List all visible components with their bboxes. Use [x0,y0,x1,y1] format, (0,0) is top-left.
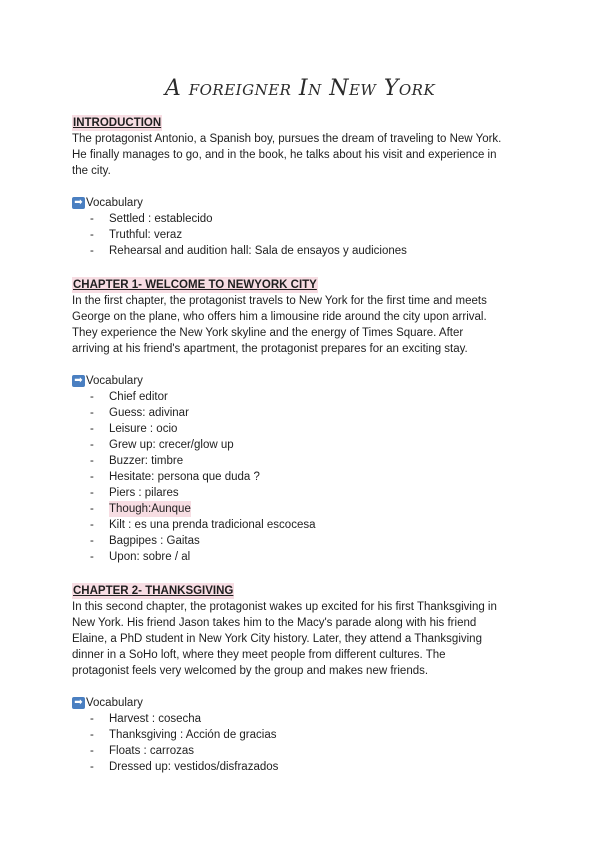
paragraph-line: They experience the New York skyline and the energy of Times Square. After [72,327,464,339]
paragraph-line: dinner in a SoHo loft, where they meet people from different cultures. The [72,649,446,661]
vocabulary-list [72,711,532,775]
list-item [90,389,532,405]
paragraph-line: In this second chapter, the protagonist wakes up excited for his first Thanksgiving in [72,601,497,613]
vocabulary-heading [72,195,532,211]
paragraph-line: New York. His friend Jason takes him to the Macy's parade along with his friend [72,617,477,629]
dash-bullet: - [90,503,94,515]
paragraph-line: The protagonist Antonio, a Spanish boy, pursues the dream of traveling to New York. [72,133,502,145]
dash-bullet: - [90,729,94,741]
vocabulary-label: Vocabulary [86,697,143,709]
list-item [90,211,532,227]
section-chapter-2 [72,581,532,775]
paragraph-line: He finally manages to go, and in the book, he talks about his visit and experience in [72,149,497,161]
dash-bullet: - [90,229,94,241]
list-item [90,517,532,533]
vocab-entry: Kilt : es una prenda tradicional escocesa [109,519,316,531]
list-item [90,549,532,565]
paragraph-line: In the first chapter, the protagonist travels to New York for the first time and meets [72,295,487,307]
vocab-entry: Guess: adivinar [109,407,189,419]
list-item [90,243,532,259]
right-arrow-icon: ➡ [72,197,85,209]
vocab-entry: Truthful: veraz [109,229,183,241]
dash-bullet: - [90,439,94,451]
vocabulary-heading [72,695,532,711]
paragraph-line: the city. [72,165,111,177]
section-heading: CHAPTER 1- WELCOME TO NEWYORK CITY [73,279,317,291]
vocab-entry: Rehearsal and audition hall: Sala de ensayos y audiciones [109,245,407,257]
dash-bullet: - [90,455,94,467]
list-item [90,711,532,727]
vocab-entry: Settled : establecido [109,213,213,225]
paragraph-line: George on the plane, who offers him a limousine ride around the city upon arrival. [72,311,487,323]
list-item [90,421,532,437]
vocab-entry: Harvest : cosecha [109,713,202,725]
list-item [90,485,532,501]
dash-bullet: - [90,745,94,757]
section-heading: INTRODUCTION [73,117,162,129]
vocab-entry: Hesitate: persona que duda ? [109,471,260,483]
document-title: A foreigner In New York [164,76,436,101]
vocab-entry: Chief editor [109,391,168,403]
dash-bullet: - [90,213,94,225]
vocabulary-list [72,211,532,259]
paragraph-line: Elaine, a PhD student in New York City history. Later, they attend a Thanksgiving [72,633,482,645]
list-item [90,759,532,775]
vocab-entry: Dressed up: vestidos/disfrazados [109,761,279,773]
section-heading: CHAPTER 2- THANKSGIVING [73,585,234,597]
list-item [90,743,532,759]
section-chapter-1 [72,275,532,565]
list-item [90,469,532,485]
list-item [90,501,532,517]
vocab-entry: Bagpipes : Gaitas [109,535,200,547]
vocab-entry: Thanksgiving : Acción de gracias [109,729,277,741]
dash-bullet: - [90,713,94,725]
dash-bullet: - [90,551,94,563]
vocab-entry: Piers : pilares [109,487,179,499]
vocabulary-label: Vocabulary [86,197,143,209]
dash-bullet: - [90,245,94,257]
dash-bullet: - [90,487,94,499]
document-content [72,113,532,775]
list-item [90,405,532,421]
list-item [90,437,532,453]
section-introduction [72,113,532,259]
vocab-entry-highlighted: Though:Aunque [109,503,191,515]
vocab-entry: Buzzer: timbre [109,455,184,467]
paragraph-line: arriving at his friend's apartment, the protagonist prepares for an exciting stay. [72,343,468,355]
dash-bullet: - [90,761,94,773]
list-item [90,727,532,743]
vocab-entry: Upon: sobre / al [109,551,191,563]
dash-bullet: - [90,391,94,403]
dash-bullet: - [90,535,94,547]
list-item [90,227,532,243]
dash-bullet: - [90,519,94,531]
paragraph-line: protagonist feels very welcomed by the group and makes new friends. [72,665,429,677]
dash-bullet: - [90,471,94,483]
dash-bullet: - [90,407,94,419]
vocabulary-list [72,389,532,565]
vocab-entry: Grew up: crecer/glow up [109,439,234,451]
list-item [90,533,532,549]
vocabulary-heading [72,373,532,389]
vocab-entry: Floats : carrozas [109,745,194,757]
right-arrow-icon: ➡ [72,697,85,709]
list-item [90,453,532,469]
dash-bullet: - [90,423,94,435]
right-arrow-icon: ➡ [72,375,85,387]
vocab-entry: Leisure : ocio [109,423,178,435]
vocabulary-label: Vocabulary [86,375,143,387]
